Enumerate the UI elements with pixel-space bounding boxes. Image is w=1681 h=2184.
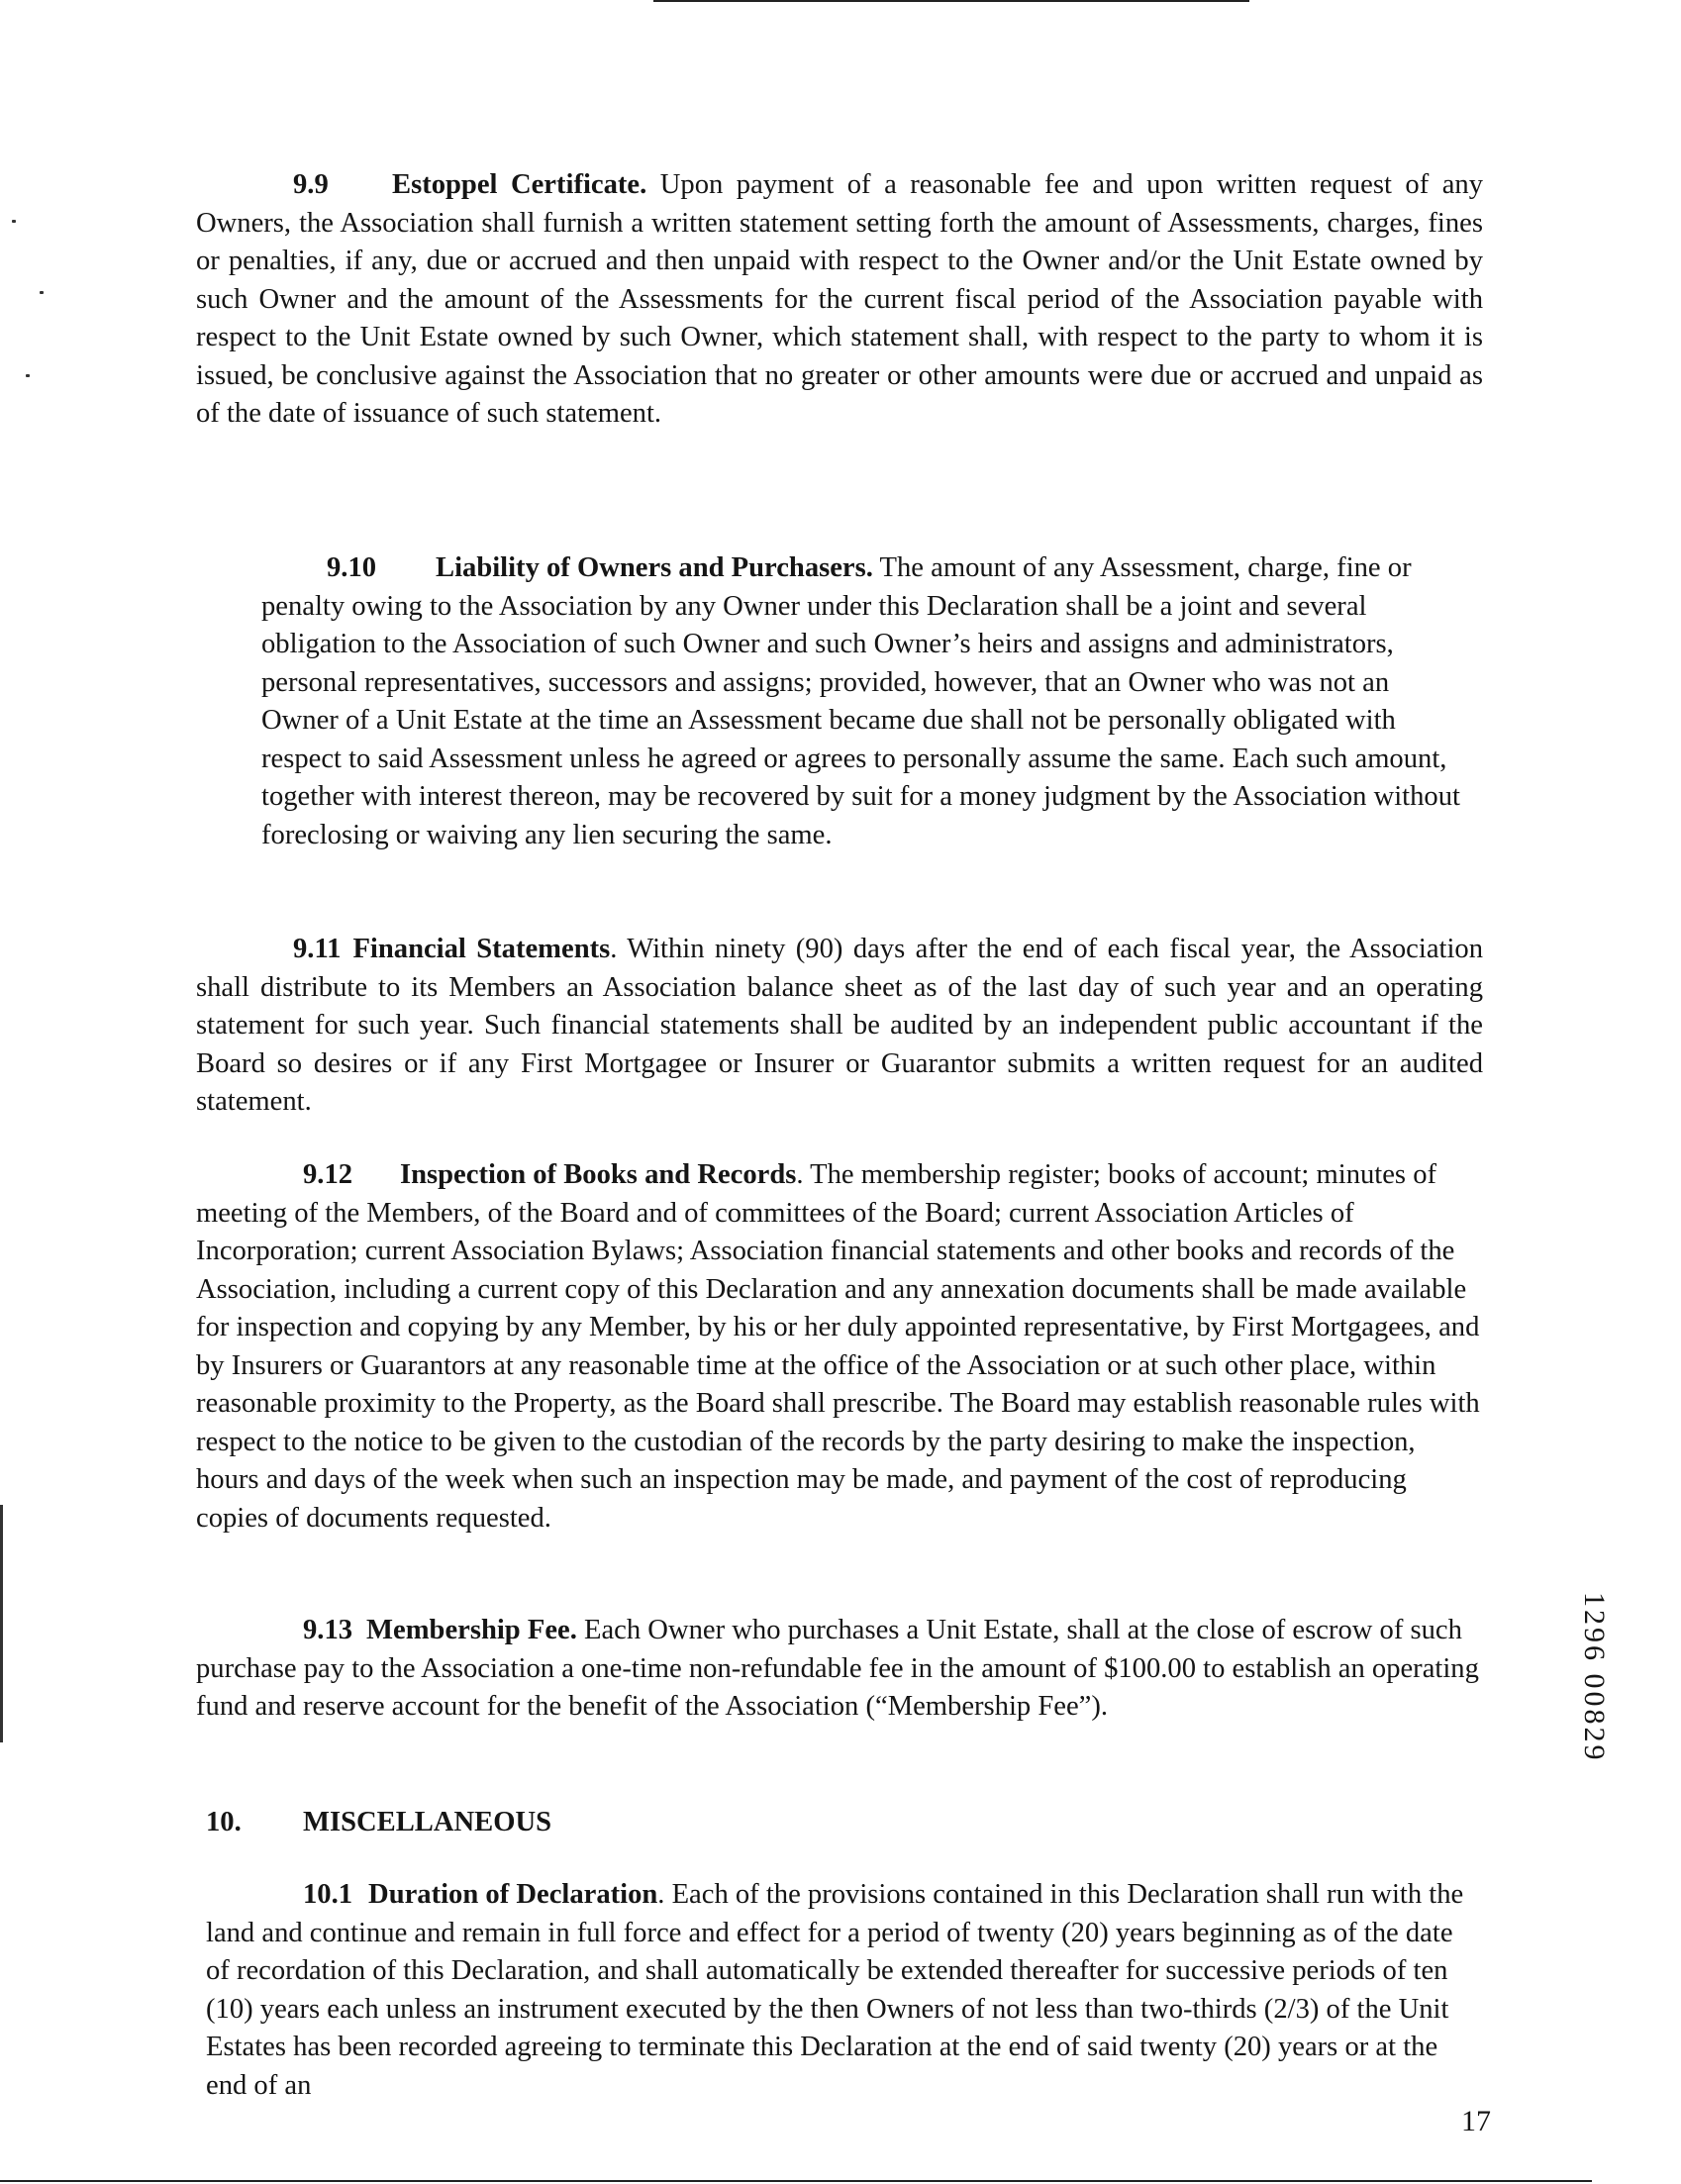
section-title: Inspection of Books and Records [400,1159,797,1190]
section-9-11-paragraph [196,931,1483,1122]
section-body: . Each of the provisions contained in this Declaration shall run with the land and continue and remain in full force and effect for a period of twenty (20) years beginning as of the date of recordation of this Declaration, and shall automatically be extended thereafter for successive periods of ten (10) years each unless an instrument executed by the then Owners of not less than two-thirds (2/3) of the Unit Estates has been recorded agreeing to terminate this Declaration at the end of said twenty (20) years or at the end of an [206,1879,1464,2101]
bottom-edge-line [0,2180,1592,2182]
section-title: MISCELLANEOUS [303,1807,552,1837]
section-number: 9.12 [303,1159,353,1190]
section-10-heading [206,1804,551,1842]
section-9-13-paragraph [196,1612,1483,1727]
page-number: 17 [1461,2105,1491,2137]
section-title: Duration of Declaration [368,1879,658,1910]
scan-speck [26,374,30,377]
section-number: 9.11 [293,934,342,964]
section-9-9-paragraph [196,166,1483,434]
section-number: 10. [206,1807,242,1837]
section-title: Financial Statements [352,934,611,964]
section-9-12-paragraph [196,1156,1483,1538]
section-body: The amount of any Assessment, charge, fine or penalty owing to the Association by any Owner under this Declaration shall be a joint and several obligation to the Association of such Owner and such Owner’s heirs and assigns and administrators, personal representatives, successors and assigns; provided, however, that an Owner who was not an Owner of a Unit Estate at the time an Assessment became due shall not be personally obligated with respect to said Assessment unless he agreed or agrees to personally assume the same. Each such amount, together with interest thereon, may be recovered by suit for a money judgment by the Association without foreclosing or waiving any lien securing the same. [261,552,1460,850]
section-title: Membership Fee. [366,1615,577,1645]
section-title: Liability of Owners and Purchasers. [436,552,873,583]
section-number: 10.1 [303,1879,353,1910]
section-9-10-paragraph [261,549,1464,854]
left-edge-mark [0,1505,3,1742]
section-number: 9.9 [293,169,329,200]
section-body: . The membership register; books of account; minutes of meeting of the Members, of the Board and of committees of the Board; current Association Articles of Incorporation; current Association Bylaws; Association financial statements and other books and records of the Association, including a current copy of this Declaration and any annexation documents shall be made available for inspection and copying by any Member, by his or her duly appointed representative, by First Mortgagees, and by Insurers or Guarantors at any reasonable time at the office of the Association or at such other place, within reasonable proximity to the Property, as the Board shall prescribe. The Board may establish reasonable rules with respect to the notice to be given to the custodian of the records by the party desiring to make the inspection, hours and days of the week when such an inspection may be made, and payment of the cost of reproducing copies of documents requested. [196,1159,1480,1534]
section-number: 9.10 [327,552,377,583]
top-edge-line [653,0,1249,2]
recording-stamp: 1296 00829 [1578,1592,1611,1763]
section-title: Estoppel Certificate. [392,169,647,200]
scan-speck [40,291,44,294]
scan-speck [12,220,16,223]
section-10-1-paragraph [206,1876,1483,2105]
section-body: Upon payment of a reasonable fee and upon written request of any Owners, the Association shall furnish a written statement setting forth the amount of Assessments, charges, fines or penalties, if any, due or accrued and then unpaid with respect to the Owner and/or the Unit Estate owned by such Owner and the amount of the Assessments for the current fiscal period of the Association payable with respect to the Unit Estate owned by such Owner, which statement shall, with respect to the party to whom it is issued, be conclusive against the Association that no greater or other amounts were due or accrued and unpaid as of the date of issuance of such statement. [196,169,1484,429]
section-body: . Within ninety (90) days after the end of each fiscal year, the Association shall distribute to its Members an Association balance sheet as of the last day of such year and an operating statement for such year. Such financial statements shall be audited by an independent public accountant if the Board so desires or if any First Mortgagee or Insurer or Guarantor submits a written request for an audited statement. [196,934,1483,1117]
section-number: 9.13 [303,1615,353,1645]
section-body: Each Owner who purchases a Unit Estate, shall at the close of escrow of such purchase pay to the Association a one-time non-refundable fee in the amount of $100.00 to establish an operating fund and reserve account for the benefit of the Association (“Membership Fee”). [196,1615,1479,1722]
